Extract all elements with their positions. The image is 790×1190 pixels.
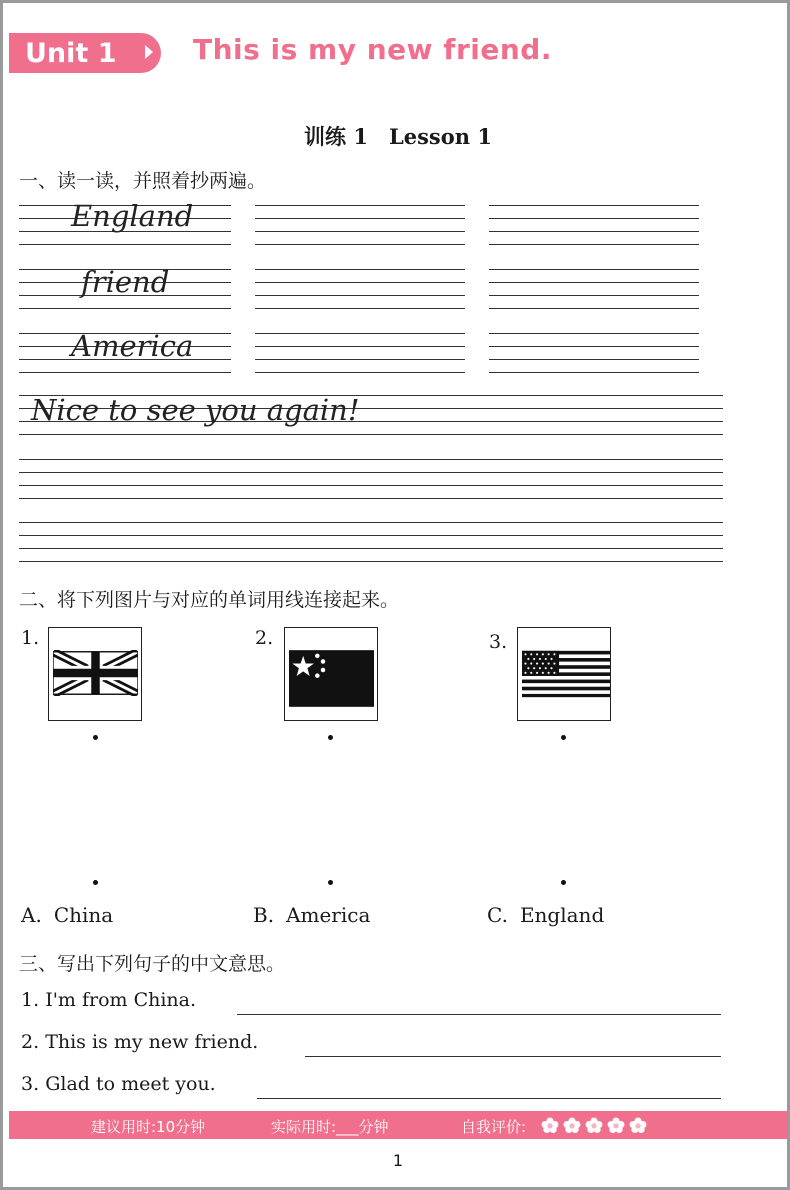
model-word: friend: [81, 265, 170, 299]
self-evaluation-label: 自我评价:: [461, 1118, 527, 1136]
option-word: China: [53, 903, 114, 927]
flower-star-icon[interactable]: [629, 1117, 647, 1133]
option-word: England: [519, 903, 605, 927]
writing-lines[interactable]: [489, 269, 699, 309]
sentence-text: I'm from China.: [45, 989, 197, 1011]
option-letter: A.: [21, 903, 42, 927]
sentence-number: 2.: [21, 1031, 40, 1053]
unit-badge: [9, 33, 161, 73]
suggested-time: 建议用时:10分钟: [91, 1118, 206, 1136]
sentence-number: 1.: [21, 989, 40, 1011]
unit-label: Unit 1: [25, 37, 117, 69]
option-word: America: [286, 903, 371, 927]
answer-line[interactable]: [257, 1098, 721, 1099]
page-number: 1: [392, 1151, 404, 1170]
writing-lines[interactable]: [255, 333, 465, 373]
writing-lines[interactable]: [255, 269, 465, 309]
arrow-right-icon: [145, 45, 153, 59]
writing-lines[interactable]: [489, 333, 699, 373]
match-dot[interactable]: [561, 735, 566, 740]
flower-star-icon[interactable]: [585, 1117, 603, 1133]
flower-star-icon[interactable]: [607, 1117, 625, 1133]
usa-flag-icon: [517, 627, 611, 721]
model-sentence: Nice to see you again!: [31, 393, 360, 427]
actual-time: 实际用时:___分钟: [271, 1118, 389, 1136]
option-letter: B.: [253, 903, 275, 927]
uk-flag-icon: [48, 627, 142, 721]
match-dot[interactable]: [561, 880, 566, 885]
footer-bar: [9, 1111, 787, 1139]
rating-stars[interactable]: [541, 1117, 647, 1133]
answer-line[interactable]: [305, 1056, 721, 1057]
china-flag-icon: [284, 627, 378, 721]
section-2-heading: 二、将下列图片与对应的单词用线连接起来。: [19, 589, 400, 611]
answer-line[interactable]: [237, 1014, 721, 1015]
writing-lines[interactable]: [255, 205, 465, 245]
option-a: [21, 903, 113, 927]
sentence-text: This is my new friend.: [45, 1031, 259, 1053]
option-c: [487, 903, 604, 927]
item-number: 1.: [21, 627, 40, 649]
unit-title: This is my new friend.: [193, 33, 552, 66]
section-1-heading: 一、读一读，并照着抄两遍。: [19, 170, 267, 192]
flower-star-icon[interactable]: [563, 1117, 581, 1133]
sentence-2: [21, 1031, 258, 1053]
model-word: America: [71, 329, 194, 363]
match-dot[interactable]: [93, 880, 98, 885]
option-b: [253, 903, 370, 927]
writing-lines[interactable]: [489, 205, 699, 245]
item-number: 2.: [255, 627, 274, 649]
match-dot[interactable]: [93, 735, 98, 740]
flower-star-icon[interactable]: [541, 1117, 559, 1133]
lesson-title: 训练 1 Lesson 1: [304, 124, 492, 149]
writing-lines[interactable]: [19, 522, 723, 562]
match-dot[interactable]: [328, 880, 333, 885]
sentence-3: [21, 1073, 216, 1095]
section-3-heading: 三、写出下列句子的中文意思。: [19, 953, 286, 975]
sentence-1: [21, 989, 196, 1011]
option-letter: C.: [487, 903, 508, 927]
writing-lines[interactable]: [19, 459, 723, 499]
sentence-number: 3.: [21, 1073, 40, 1095]
model-word: England: [71, 199, 194, 233]
match-dot[interactable]: [328, 735, 333, 740]
sentence-text: Glad to meet you.: [45, 1073, 216, 1095]
item-number: 3.: [489, 631, 508, 653]
